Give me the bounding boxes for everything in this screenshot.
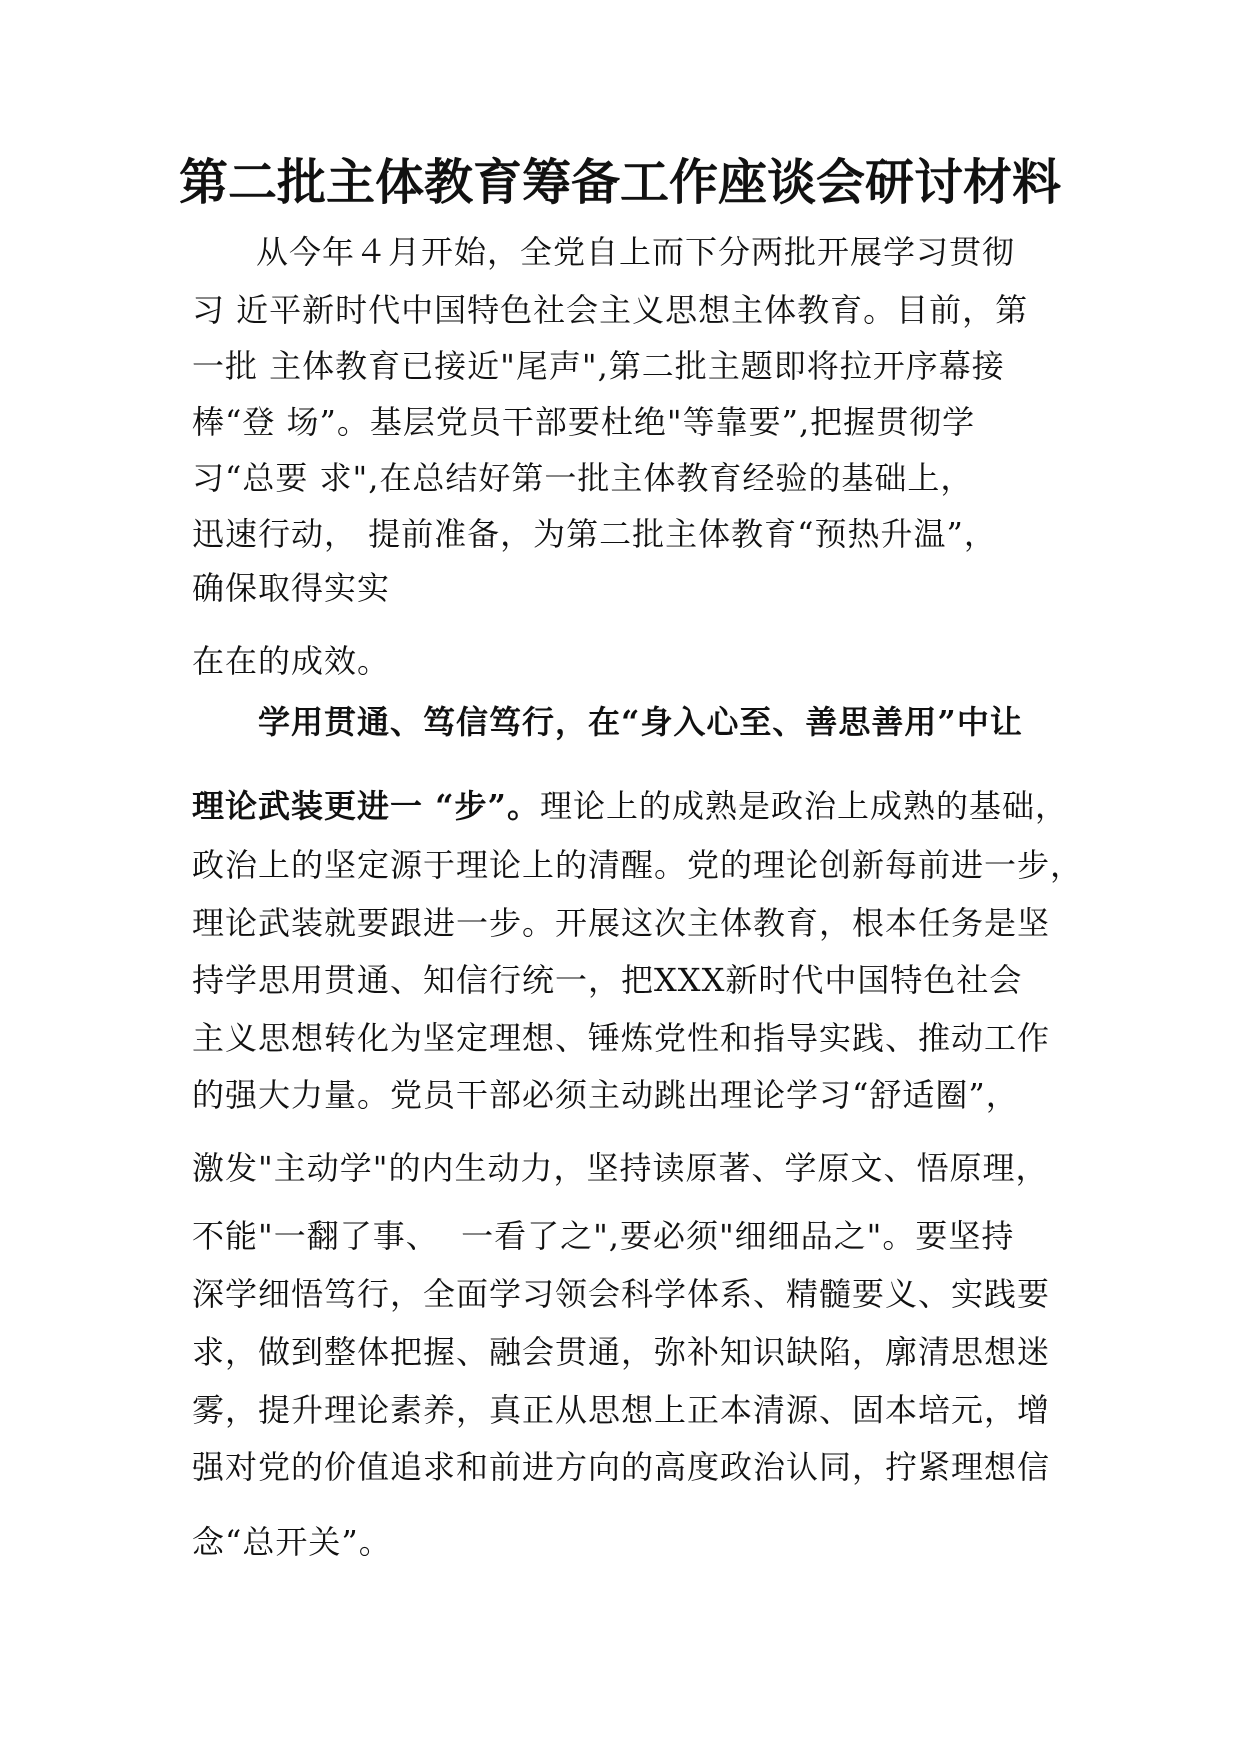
body-line: 主义思想转化为坚定理想、锤炼党性和指导实践、推动工作	[192, 1019, 1051, 1057]
body-line: 政治上的坚定源于理论上的清醒。党的理论创新每前进一步，	[192, 846, 1084, 884]
body-line: 的强大力量。党员干部必须主动跳出理论学习“舒适圈”，	[192, 1076, 1019, 1114]
intro-line: 从今年４月开始，全党自上而下分两批开展学习贯彻	[256, 233, 1016, 271]
section-heading-tail: 理论武装更进一 “步”。	[192, 787, 540, 825]
intro-line: 棒“登 场”。基层党员干部要杜绝"等靠要”,把握贯彻学	[192, 403, 976, 441]
intro-line: 习“总要 求",在总结好第一批主体教育经验的基础上，	[192, 459, 974, 497]
intro-line: 确保取得实实	[192, 569, 391, 607]
body-line: 雾，提升理论素养，真正从思想上正本清源、固本培元，增	[192, 1391, 1051, 1429]
body-line: 求，做到整体把握、融会贯通，弥补知识缺陷，廓清思想迷	[192, 1333, 1051, 1371]
body-line: 深学细悟笃行，全面学习领会科学体系、精髓要义、实践要	[192, 1275, 1051, 1313]
body-line: 持学思用贯通、知信行统一，把XXX新时代中国特色社会	[192, 961, 1023, 999]
section-body-start: 理论上的成熟是政治上成熟的基础，	[539, 787, 1068, 825]
body-line: 不能"一翻了事、 一看了之",要必须"细细品之"。要坚持	[192, 1217, 1015, 1255]
body-line: 激发"主动学"的内生动力，坚持读原著、学原文、悟原理，	[192, 1149, 1049, 1187]
intro-line: 习 近平新时代中国特色社会主义思想主体教育。目前，第	[192, 291, 1029, 329]
intro-line: 迅速行动， 提前准备，为第二批主体教育“预热升温”，	[192, 515, 997, 553]
section-heading: 学用贯通、笃信笃行，在“身入心至、善思善用”中让	[258, 703, 1023, 741]
body-line: 强对党的价值追求和前进方向的高度政治认同，拧紧理想信	[192, 1448, 1051, 1486]
section-heading-continued	[192, 786, 1068, 826]
body-line: 念“总开关”。	[192, 1523, 392, 1561]
intro-line: 在在的成效。	[192, 642, 391, 680]
document-title: 第二批主体教育筹备工作座谈会研讨材料	[178, 154, 1061, 211]
intro-line: 一批 主体教育已接近"尾声",第二批主题即将拉开序幕接	[192, 347, 1005, 385]
body-line: 理论武装就要跟进一步。开展这次主体教育，根本任务是坚	[192, 904, 1051, 942]
